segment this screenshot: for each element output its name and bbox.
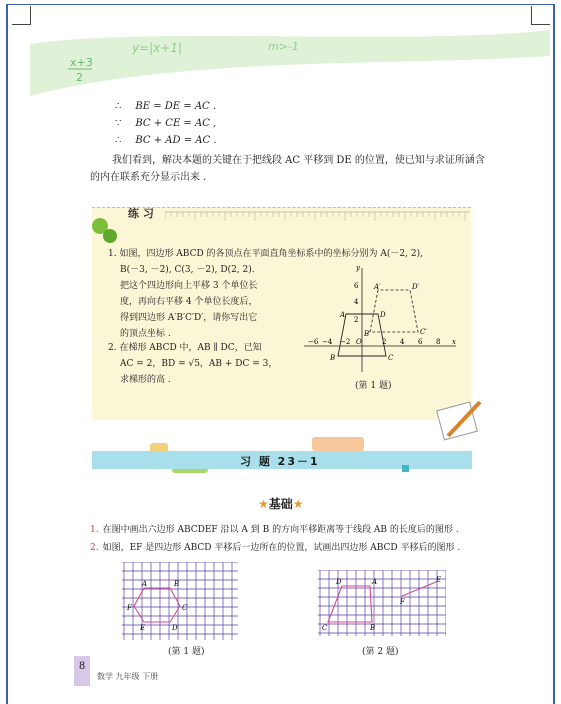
svg-text:6: 6 xyxy=(354,282,359,290)
svg-text:B: B xyxy=(370,624,376,632)
figure-2-caption: (第 2 题) xyxy=(362,647,399,657)
exercise-q1-line-1: 1. 如图，四边形 ABCD 的各顶点在平面直角坐标系中的坐标分别为 A(－2, 2), xyxy=(108,249,423,259)
svg-text:C: C xyxy=(322,624,328,632)
svg-text:C: C xyxy=(388,354,394,362)
page-number: 8 xyxy=(74,656,90,686)
svg-text:F: F xyxy=(400,598,405,606)
svg-text:D′: D′ xyxy=(412,283,420,291)
svg-text:F: F xyxy=(127,604,132,612)
banner-graphic xyxy=(30,26,550,96)
section-heading: ★基础★ xyxy=(258,497,304,511)
graph-caption: (第 1 题) xyxy=(355,381,392,391)
banner-expr3: m>-1 xyxy=(268,40,299,53)
svg-text:8: 8 xyxy=(436,338,441,346)
svg-text:A′: A′ xyxy=(374,283,381,291)
deco-square xyxy=(402,465,409,472)
svg-text:E: E xyxy=(140,624,146,632)
svg-text:A: A xyxy=(142,580,148,588)
banner-expr1-num: x+3 xyxy=(70,56,93,69)
exercise-q1-line-4: 度，再向右平移 4 个单位长度后， xyxy=(120,297,258,307)
notebook-pencil-icon xyxy=(434,396,486,442)
svg-text:C: C xyxy=(182,604,188,612)
svg-text:−4: −4 xyxy=(322,338,333,346)
svg-text:E: E xyxy=(436,576,442,584)
figure-1-caption: (第 1 题) xyxy=(168,647,205,657)
figure-1-grid xyxy=(122,562,238,640)
exercise-q1-line-6: 的顶点坐标 . xyxy=(120,329,171,339)
exercise-q2-line-2: AC = 2，BD = √5，AB + DC = 3， xyxy=(120,359,278,369)
svg-text:−6: −6 xyxy=(308,338,319,346)
banner-expr1-den: 2 xyxy=(76,71,83,84)
svg-text:D: D xyxy=(172,624,178,632)
exercise-q1-line-2: B(－3, －2), C(3, －2), D(2, 2). xyxy=(120,265,255,275)
svg-text:4: 4 xyxy=(400,338,405,346)
svg-text:D: D xyxy=(336,578,342,586)
svg-text:−2: −2 xyxy=(340,338,351,346)
svg-text:C′: C′ xyxy=(420,328,427,336)
explanation-paragraph: 我们看到，解决本题的关键在于把线段 AC 平移到 DE 的位置，使已知与求证所涵含的内在联系充分显示出来 . xyxy=(90,155,485,183)
ruler-decoration xyxy=(165,210,470,222)
svg-text:B′: B′ xyxy=(364,330,371,338)
derivation-line-1: ∴ BE = DE = AC . xyxy=(115,101,217,112)
svg-text:B: B xyxy=(330,354,336,362)
svg-text:2: 2 xyxy=(354,316,359,324)
exercise-q1-line-3: 把这个四边形向上平移 3 个单位长 xyxy=(120,281,258,291)
svg-text:x: x xyxy=(452,338,456,346)
xiti-title: 习 题 23－1 xyxy=(240,455,320,468)
problem-2: 2. 如图，EF 是四边形 ABCD 平移后一边所在的位置，试画出四边形 ABCD 平移后的图形 . xyxy=(90,543,461,553)
deco-block-orange xyxy=(312,437,364,451)
exercise-q1-line-5: 得到四边形 A′B′C′D′，请你写出它 xyxy=(120,313,258,323)
svg-text:B: B xyxy=(174,580,180,588)
crop-mark-tl xyxy=(12,6,31,25)
svg-text:4: 4 xyxy=(354,298,359,306)
header-banner xyxy=(30,26,550,96)
problem-1: 1. 在图中画出六边形 ABCDEF 沿以 A 到 B 的方向平移距离等于线段 AB 的长度后的图形 . xyxy=(90,525,459,535)
figure-2-grid xyxy=(318,570,446,636)
svg-text:y: y xyxy=(356,264,360,272)
crop-mark-tr xyxy=(531,6,550,25)
svg-text:6: 6 xyxy=(418,338,423,346)
pushpin-icon xyxy=(88,212,120,246)
banner-expr2: y=|x+1| xyxy=(132,41,183,55)
svg-text:O: O xyxy=(356,338,362,346)
svg-text:D: D xyxy=(380,311,386,319)
svg-text:2: 2 xyxy=(382,338,387,346)
derivation-line-2: ∵ BC + CE = AC , xyxy=(115,118,217,129)
svg-text:A: A xyxy=(372,578,378,586)
derivation-line-3: ∴ BC + AD = AC . xyxy=(115,135,217,146)
quadrilateral-abcd-fig2 xyxy=(328,586,372,622)
footer-book-title: 数学 九年级 下册 xyxy=(97,672,159,681)
coordinate-graph xyxy=(300,264,460,374)
exercise-q2-line-1: 2. 在梯形 ABCD 中，AB ∥ DC，已知 xyxy=(108,343,262,353)
quadrilateral-abcd-prime xyxy=(370,290,418,332)
hexagon-abcdef xyxy=(134,588,180,622)
exercise-tag: 练 习 xyxy=(128,207,154,220)
svg-text:A: A xyxy=(340,311,346,319)
exercise-q2-line-3: 求梯形的高 . xyxy=(120,375,171,385)
